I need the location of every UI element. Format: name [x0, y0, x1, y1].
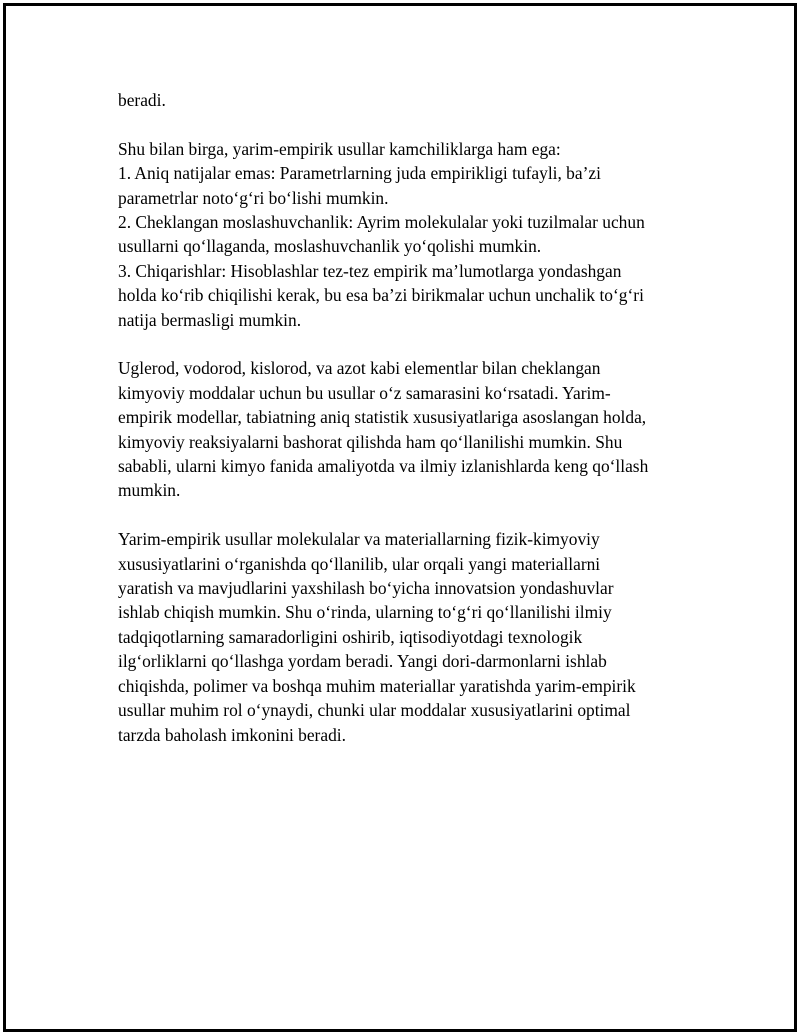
- text-line: kimyoviy reaksiyalarni bashorat qilishda ham qoʻllanilishi mumkin. Shu: [118, 431, 623, 452]
- paragraph-gap: [118, 332, 698, 356]
- paragraph-gap: [118, 112, 698, 136]
- text-line: 3. Chiqarishlar: Hisoblashlar tez-tez empirik maʼlumotlarga yondashgan: [118, 260, 622, 281]
- text-line: tarzda baholash imkonini beradi.: [118, 724, 346, 745]
- text-line: ishlab chiqish mumkin. Shu oʻrinda, ularning toʻgʻri qoʻllanilishi ilmiy: [118, 602, 612, 623]
- text-line: kimyoviy moddalar uchun bu usullar oʻz samarasini koʻrsatadi. Yarim-: [118, 382, 611, 403]
- paragraph-gap: [118, 503, 698, 527]
- text-line: usullar muhim rol oʻynaydi, chunki ular moddalar xususiyatlarini optimal: [118, 700, 631, 721]
- text-line: Yarim-empirik usullar molekulalar va materiallarning fizik-kimyoviy: [118, 529, 600, 550]
- text-line: sababli, ularni kimyo fanida amaliyotda va ilmiy izlanishlarda keng qoʻllash: [118, 456, 649, 477]
- text-line: beradi.: [118, 90, 166, 110]
- text-line: 1. Aniq natijalar emas: Parametrlarning juda empirikligi tufayli, baʼzi: [118, 163, 601, 184]
- text-line: natija bermasligi mumkin.: [118, 309, 302, 330]
- text-line: ilgʻorliklarni qoʻllashga yordam beradi. Yangi dori-darmonlarni ishlab: [118, 651, 607, 672]
- text-line: Uglerod, vodorod, kislorod, va azot kabi elementlar bilan cheklangan: [118, 358, 601, 379]
- text-line: usullarni qoʻllaganda, moslashuvchanlik yoʻqolishi mumkin.: [118, 236, 542, 257]
- text-line: holda koʻrib chiqilishi kerak, bu esa baʼzi birikmalar uchun unchalik toʻgʻri: [118, 285, 644, 306]
- text-line: chiqishda, polimer va boshqa muhim materiallar yaratishda yarim-empirik: [118, 675, 636, 696]
- document-body: [118, 88, 698, 747]
- text-line: parametrlar notoʻgʻri boʻlishi mumkin.: [118, 187, 389, 208]
- text-line: Shu bilan birga, yarim-empirik usullar kamchiliklarga ham ega:: [118, 138, 561, 159]
- text-line: 2. Cheklangan moslashuvchanlik: Ayrim molekulalar yoki tuzilmalar uchun: [118, 212, 645, 233]
- text-line: mumkin.: [118, 480, 181, 501]
- text-line: tadqiqotlarning samaradorligini oshirib, iqtisodiyotdagi texnologik: [118, 626, 583, 647]
- text-line: xususiyatlarini oʻrganishda qoʻllanilib, ular orqali yangi materiallarni: [118, 553, 601, 574]
- text-line: empirik modellar, tabiatning aniq statistik xususiyatlariga asoslangan holda,: [118, 407, 647, 428]
- text-line: yaratish va mavjudlarini yaxshilash boʻyicha innovatsion yondashuvlar: [118, 578, 614, 599]
